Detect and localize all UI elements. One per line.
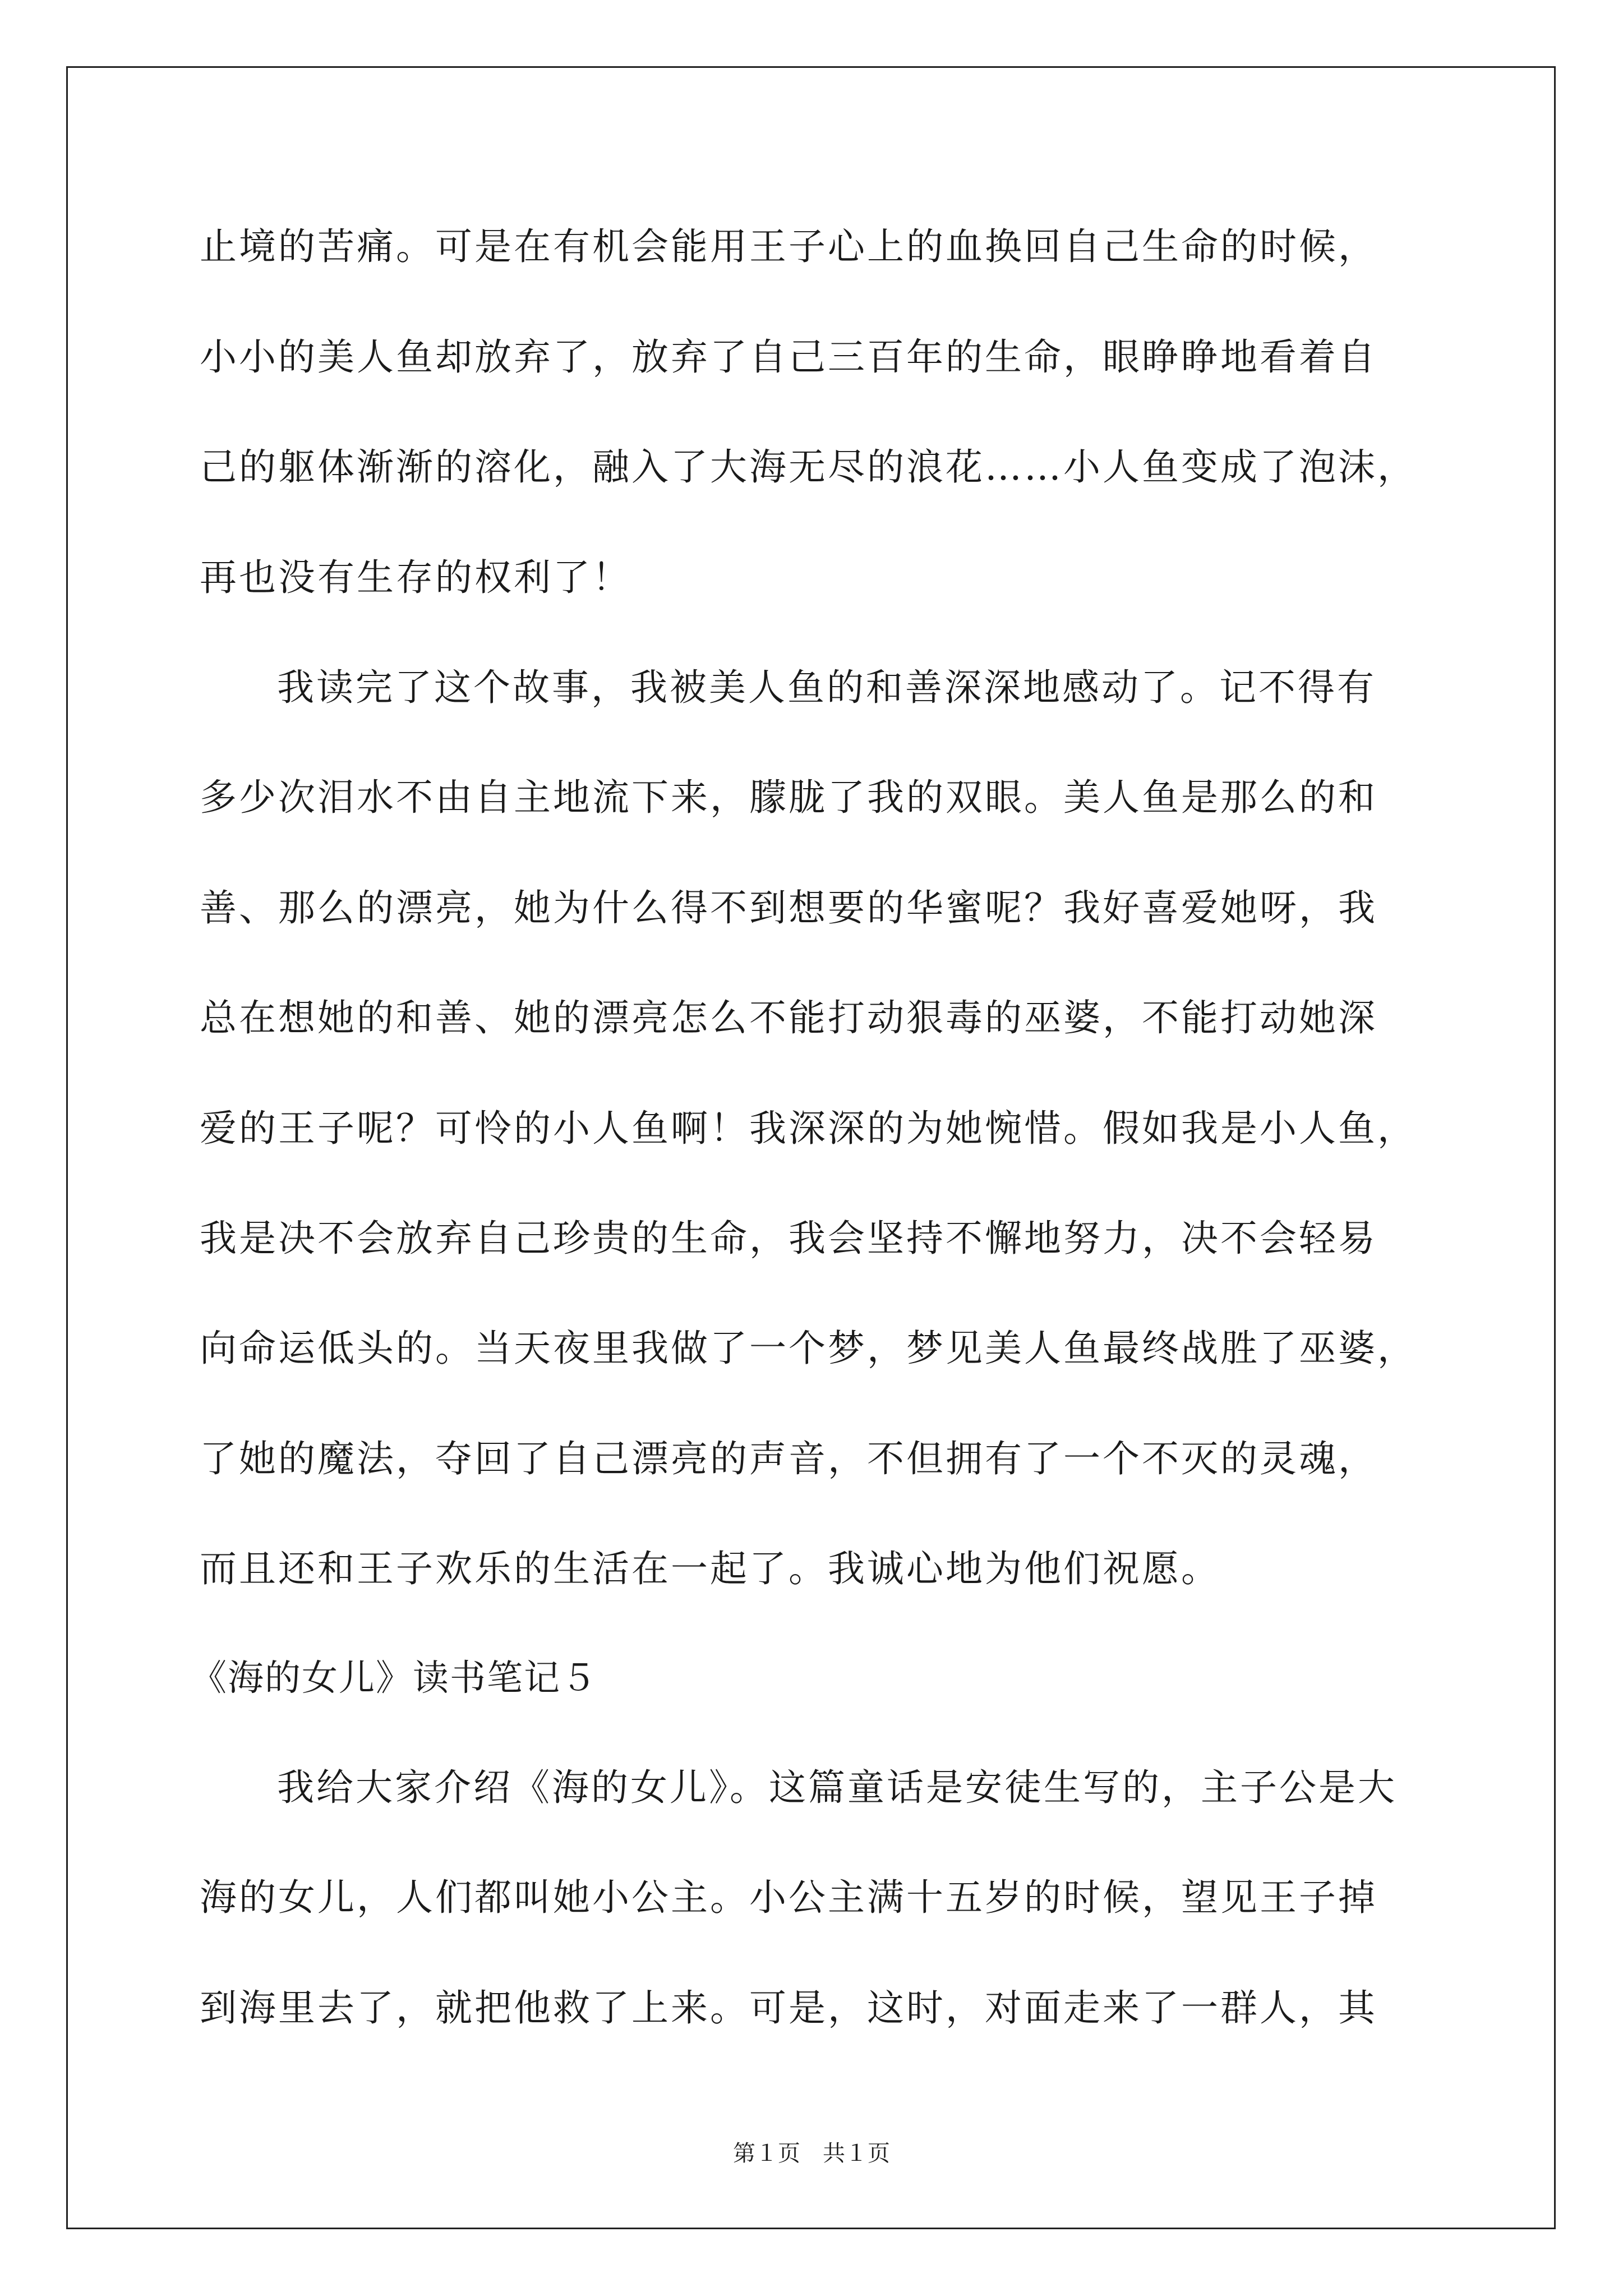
paragraph-line: 己的躯体渐渐的溶化，融入了大海无尽的浪花……小人鱼变成了泡沫，	[200, 445, 1417, 489]
paragraph-line: 总在想她的和善、她的漂亮怎么不能打动狠毒的巫婆，不能打动她深	[200, 996, 1377, 1039]
section-title: 《海的女儿》读书笔记５	[191, 1658, 598, 1699]
paragraph-line: 我是决不会放弃自己珍贵的生命，我会坚持不懈地努力，决不会轻易	[200, 1217, 1377, 1260]
paragraph-line: 小小的美人鱼却放弃了，放弃了自己三百年的生命，眼睁睁地看着自	[200, 335, 1377, 379]
paragraph-line: 了她的魔法，夺回了自己漂亮的声音，不但拥有了一个不灭的灵魂，	[200, 1437, 1377, 1480]
paragraph-line: 爱的王子呢？可怜的小人鱼啊！我深深的为她惋惜。假如我是小人鱼，	[200, 1107, 1417, 1150]
paragraph-line: 再也没有生存的权利了！	[200, 556, 631, 599]
paragraph-line: 多少次泪水不由自主地流下来，朦胧了我的双眼。美人鱼是那么的和	[200, 776, 1377, 819]
paragraph-line: 而且还和王子欢乐的生活在一起了。我诚心地为他们祝愿。	[200, 1547, 1220, 1590]
paragraph-line: 善、那么的漂亮，她为什么得不到想要的华蜜呢？我好喜爱她呀，我	[200, 886, 1377, 930]
page-footer: 第１页 共１页	[733, 2141, 890, 2166]
paragraph-line: 向命运低头的。当天夜里我做了一个梦，梦见美人鱼最终战胜了巫婆，	[200, 1327, 1417, 1370]
paragraph-line: 我给大家介绍《海的女儿》。这篇童话是安徒生写的，主子公是大	[277, 1766, 1397, 1809]
paragraph-line: 到海里去了，就把他救了上来。可是，这时，对面走来了一群人，其	[200, 1986, 1377, 2030]
paragraph-line: 止境的苦痛。可是在有机会能用王子心上的血换回自己生命的时候，	[200, 225, 1377, 268]
paragraph-line: 海的女儿，人们都叫她小公主。小公主满十五岁的时候，望见王子掉	[200, 1876, 1377, 1919]
paragraph-line: 我读完了这个故事，我被美人鱼的和善深深地感动了。记不得有	[277, 666, 1376, 709]
